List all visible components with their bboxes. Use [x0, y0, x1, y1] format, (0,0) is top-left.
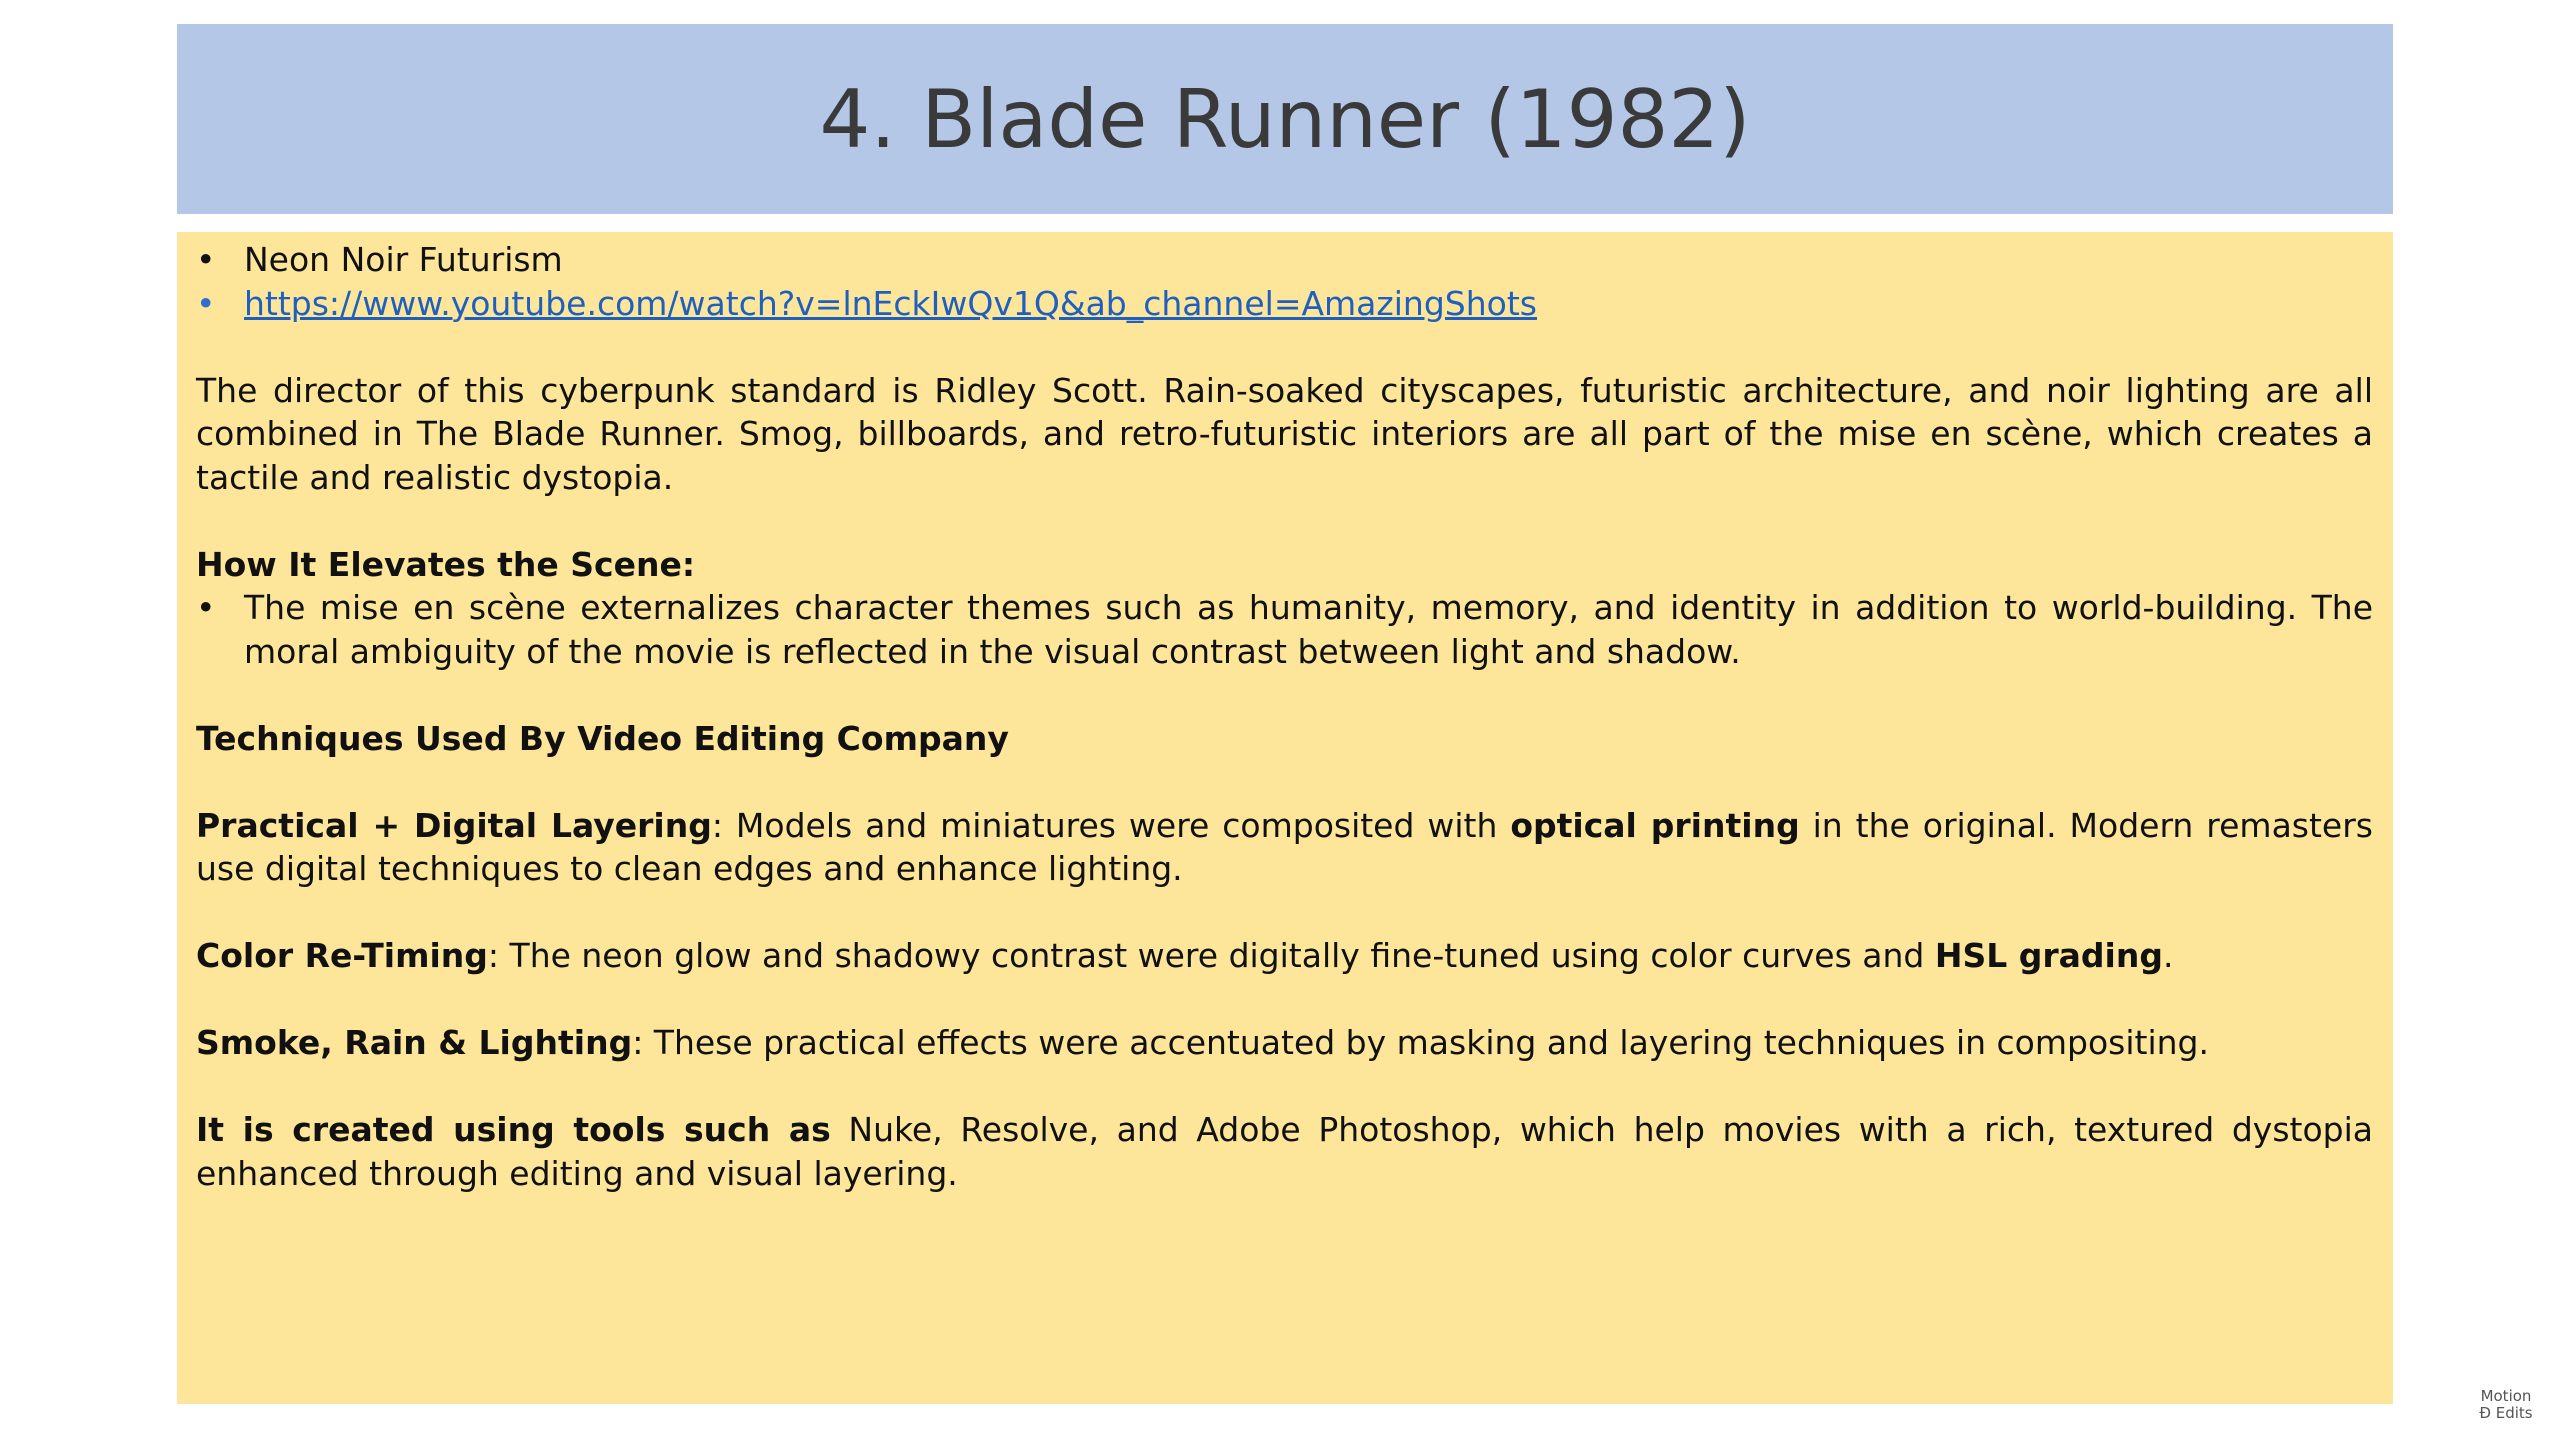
- bullet-dot: •: [196, 588, 216, 627]
- smoke-text: : These practical effects were accentuated by masking and layering techniques in compositing.: [632, 1023, 2209, 1062]
- layering-paragraph: [196, 804, 2373, 891]
- optical-printing-term: optical printing: [1510, 805, 1800, 845]
- spacer: [196, 760, 2373, 804]
- spacer: [196, 673, 2373, 717]
- layering-label: Practical + Digital Layering: [196, 805, 712, 845]
- layering-text-a: : Models and miniatures were composited with: [711, 805, 1511, 845]
- bullet-item-theme: [196, 238, 2373, 282]
- color-paragraph: [196, 934, 2373, 978]
- hsl-grading-term: HSL grading: [1934, 936, 2163, 975]
- tools-label: It is created using tools such as: [196, 1110, 831, 1149]
- title-bar: [177, 24, 2393, 214]
- top-bullet-list: [196, 238, 2373, 325]
- elevates-bullet-text: The mise en scène externalizes character themes such as humanity, memory, and identity in addition to world-building. The moral ambiguity of the movie is reflected in the visual contrast between light and shadow.: [244, 588, 2373, 671]
- tools-text: Nuke, Resolve, and Adobe Photoshop, which help movies with a rich, textured dystopia enhanced through editing and visual layering.: [196, 1110, 2373, 1193]
- watermark-logo: [2474, 1388, 2538, 1422]
- smoke-label: Smoke, Rain & Lighting: [196, 1023, 633, 1062]
- bullet-text: Neon Noir Futurism: [244, 240, 563, 279]
- techniques-heading: Techniques Used By Video Editing Company: [196, 718, 1009, 758]
- bullet-item-link: [196, 282, 2373, 326]
- spacer: [196, 978, 2373, 1022]
- bullet-dot: •: [196, 240, 216, 279]
- layering-text-b: in the original. Modern remasters use digital techniques to clean edges and enhance lighting.: [196, 805, 2373, 888]
- bullet-dot: •: [196, 283, 216, 323]
- color-label: Color Re-Timing: [196, 936, 488, 975]
- slide-title: 4. Blade Runner (1982): [819, 72, 1751, 166]
- youtube-link[interactable]: https://www.youtube.com/watch?v=lnEckIwQv1Q&ab_channel=AmazingShots: [244, 283, 1537, 323]
- elevates-bullet-item: [196, 586, 2373, 673]
- watermark-line-2: Ɖ Edits: [2479, 1404, 2533, 1422]
- elevates-bullet-list: [196, 586, 2373, 673]
- content-box: [177, 232, 2393, 1404]
- smoke-paragraph: [196, 1021, 2373, 1065]
- spacer: [196, 891, 2373, 935]
- spacer: [196, 499, 2373, 543]
- spacer: [196, 325, 2373, 369]
- elevates-heading: How It Elevates the Scene:: [196, 544, 696, 584]
- tools-paragraph: [196, 1108, 2373, 1195]
- watermark-line-1: Motion: [2480, 1387, 2532, 1405]
- intro-paragraph: The director of this cyberpunk standard is Ridley Scott. Rain-soaked cityscapes, futuristic architecture, and noir lighting are all combined in The Blade Runner. Smog, billboards, and retro-futuristic interiors are all part of the mise en scène, which creates a tactile and realistic dystopia.: [196, 370, 2373, 497]
- spacer: [196, 1065, 2373, 1109]
- color-text-b: .: [2162, 936, 2174, 975]
- color-text-a: : The neon glow and shadowy contrast were digitally fine-tuned using color curves and: [487, 936, 1935, 975]
